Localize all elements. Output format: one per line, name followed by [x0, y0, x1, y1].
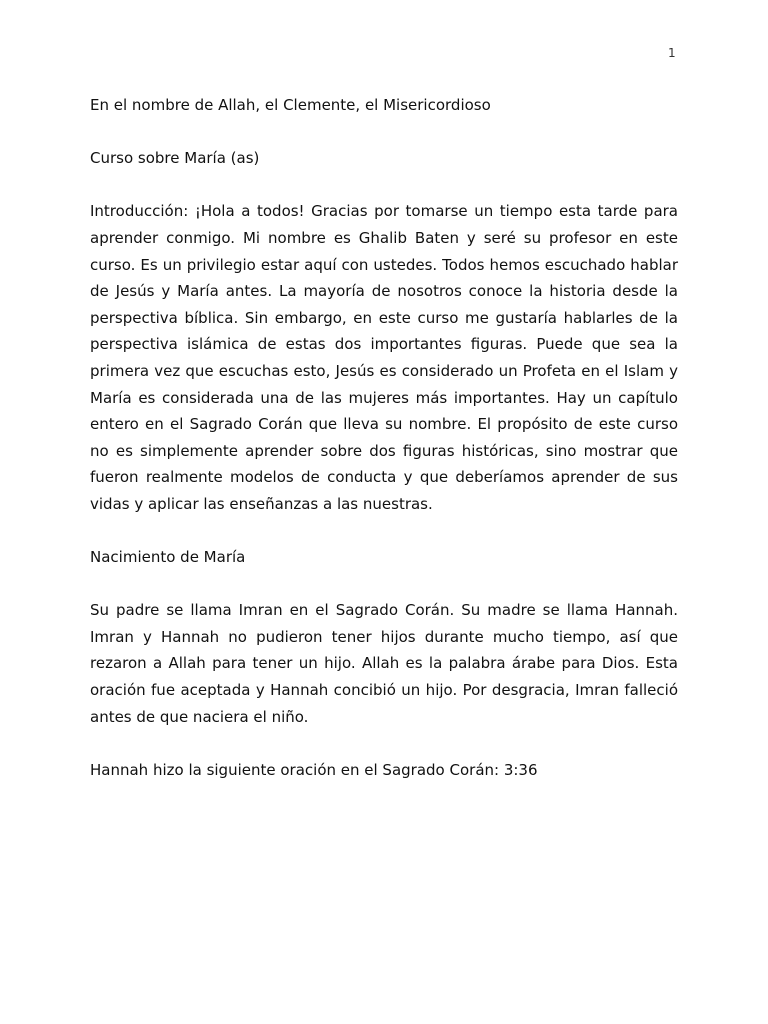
- introduction-paragraph: Introducción: ¡Hola a todos! Gracias por tomarse un tiempo esta tarde para aprender conmigo. Mi nombre es Ghalib Baten y seré su profesor en este curso. Es un privilegio estar aquí con ustedes. Todos hemos escuchado hablar de Jesús y María antes. La mayoría de nosotros conoce la historia desde la perspectiva bíblica. Sin embargo, en este curso me gustaría hablarles de la perspectiva islámica de estas dos importantes figuras. Puede que sea la primera vez que escuchas esto, Jesús es considerado un Profeta en el Islam y María es considerada una de las mujeres más importantes. Hay un capítulo entero en el Sagrado Corán que lleva su nombre. El propósito de este curso no es simplemente aprender sobre dos figuras históricas, sino mostrar que fueron realmente modelos de conducta y que deberíamos aprender de sus vidas y aplicar las enseñanzas a las nuestras.: [90, 202, 678, 513]
- invocation-line: En el nombre de Allah, el Clemente, el Misericordioso: [90, 96, 491, 114]
- prayer-line: Hannah hizo la siguiente oración en el Sagrado Corán: 3:36: [90, 760, 538, 779]
- birth-paragraph: Su padre se llama Imran en el Sagrado Corán. Su madre se llama Hannah. Imran y Hannah no pudieron tener hijos durante mucho tiempo, así que rezaron a Allah para tener un hijo. Allah es la palabra árabe para Dios. Esta oración fue aceptada y Hannah concibió un hijo. Por desgracia, Imran falleció antes de que naciera el niño.: [90, 601, 678, 726]
- section-heading: Nacimiento de María: [90, 548, 246, 567]
- page-number: 1: [668, 46, 676, 60]
- course-title: Curso sobre María (as): [90, 149, 260, 168]
- document-body: [90, 92, 678, 810]
